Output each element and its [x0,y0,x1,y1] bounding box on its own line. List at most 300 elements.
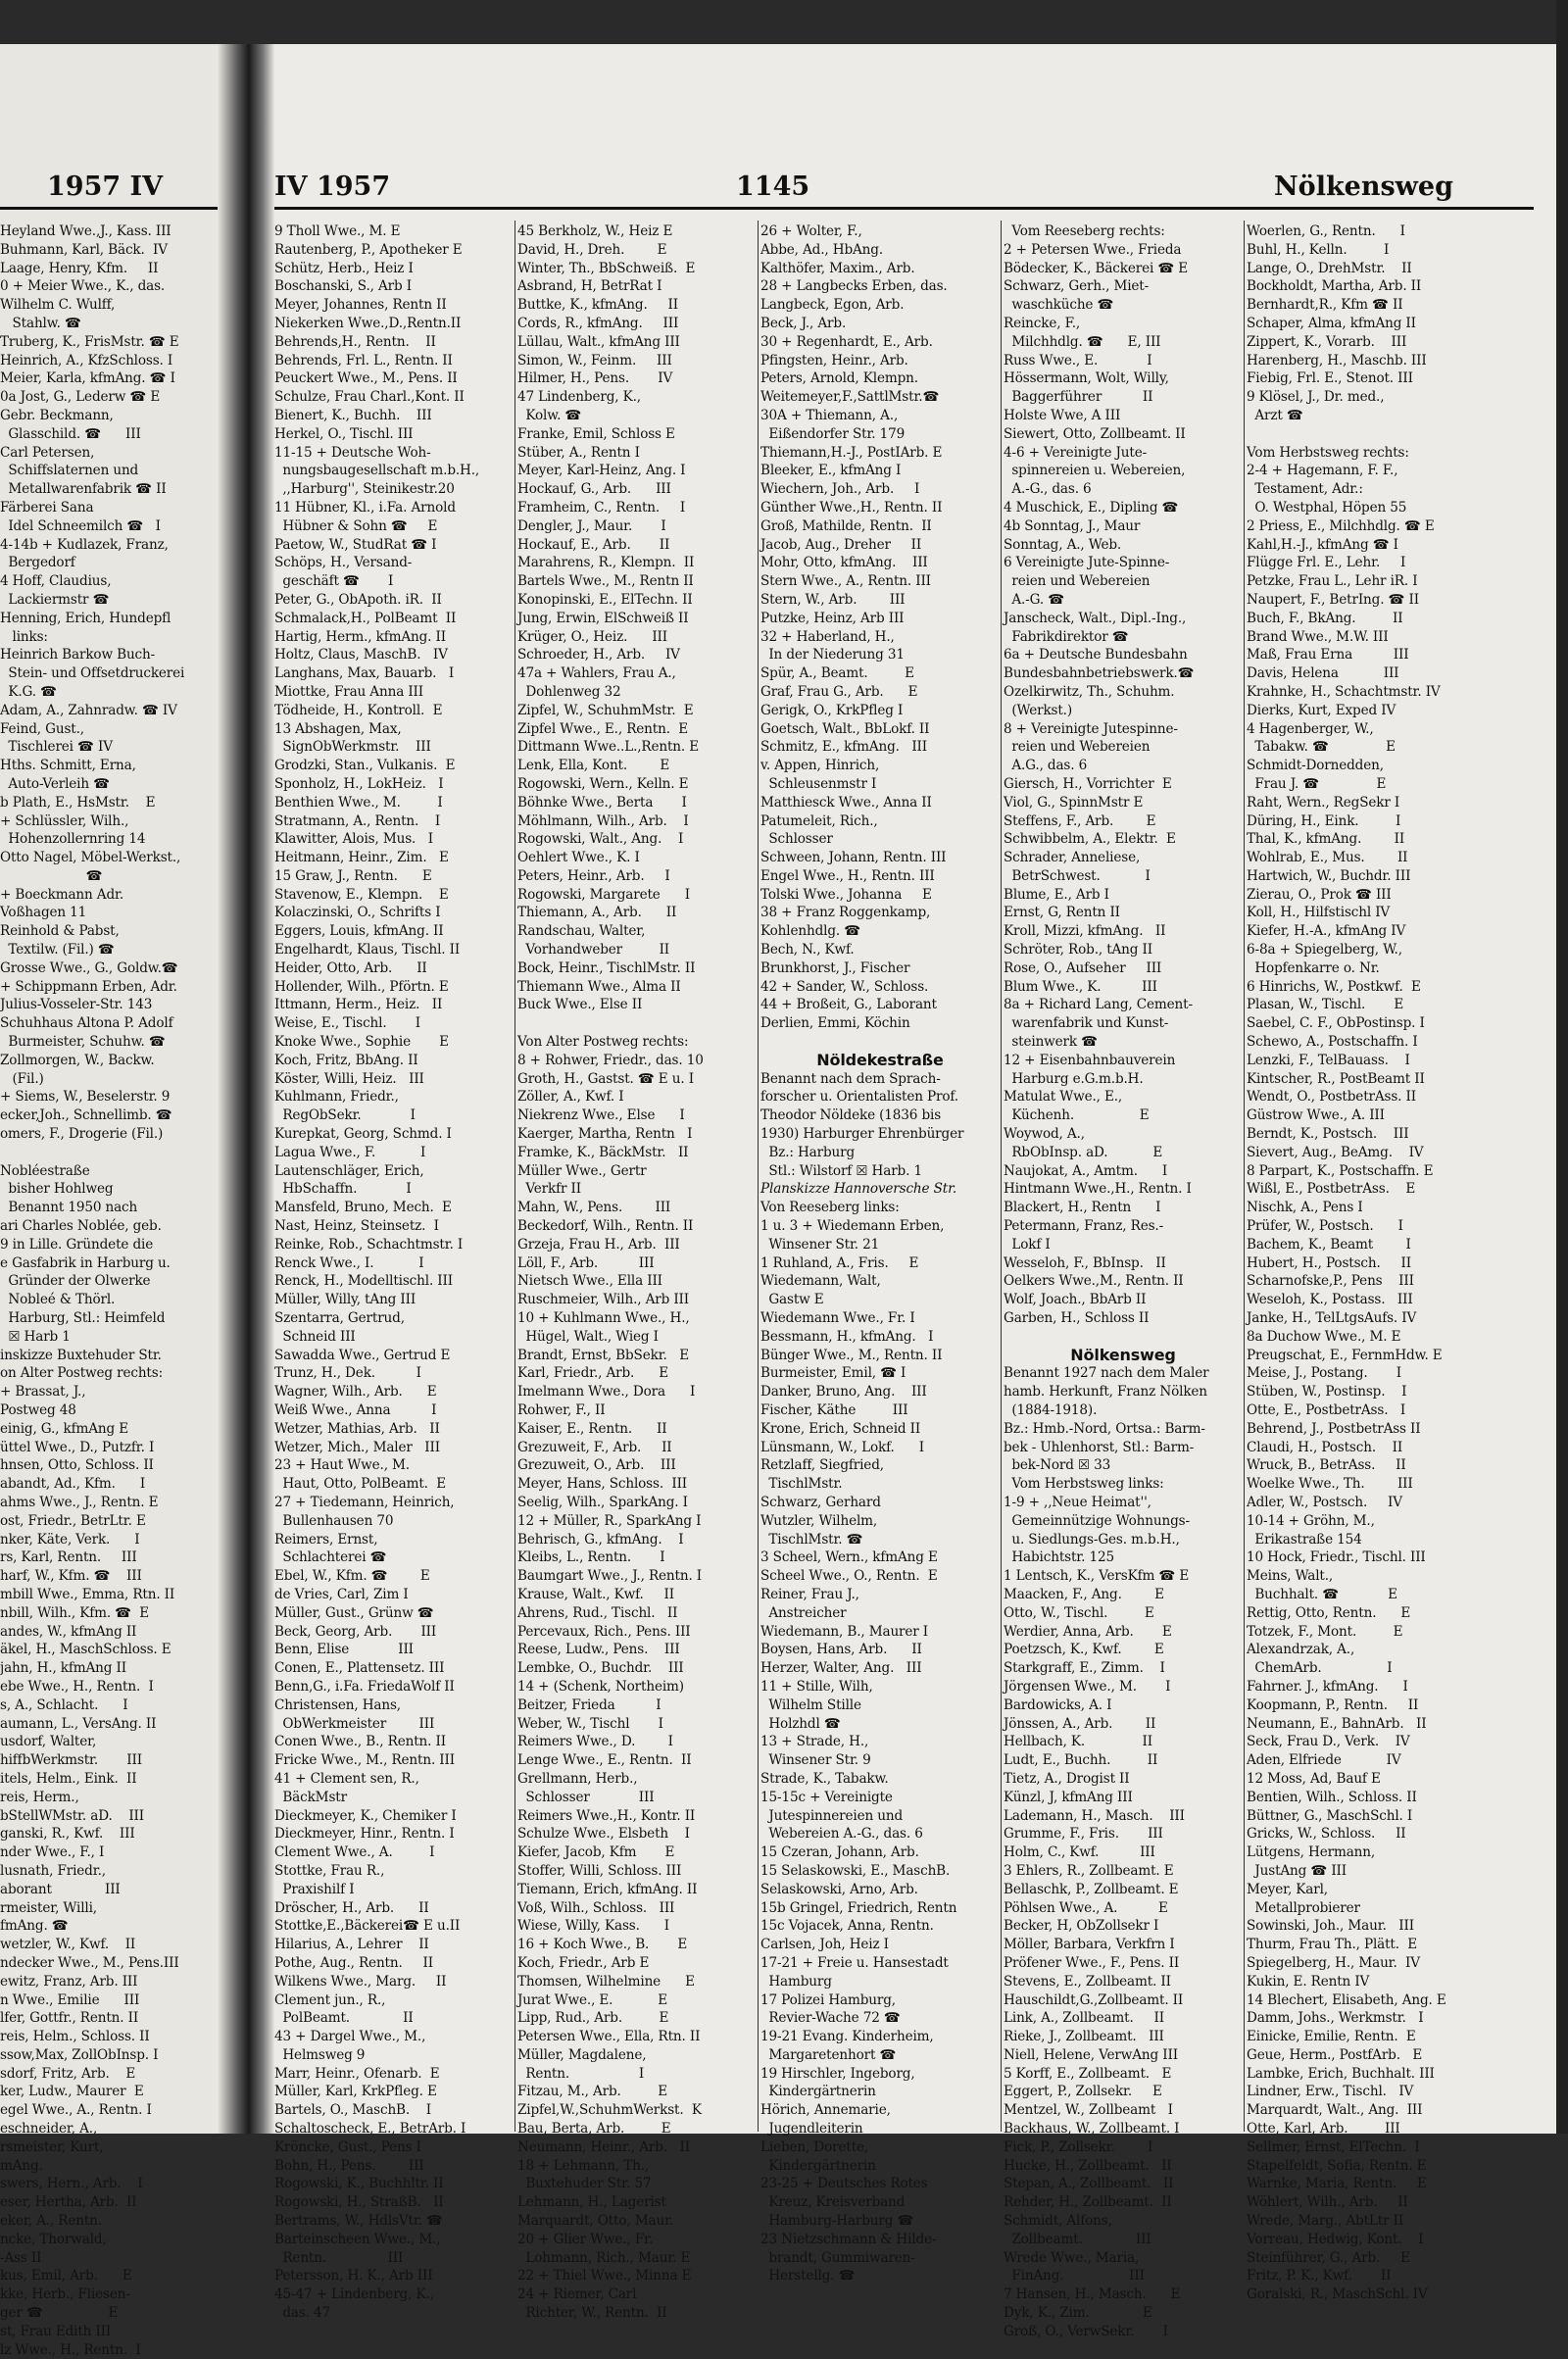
directory-line: 9 Tholl Wwe., M. E [274,223,401,239]
directory-line: usdorf, Walter, [0,1734,97,1750]
directory-line: Lohmann, Rich., Maur. E [517,2249,691,2266]
directory-line: Koch, Friedr., Arb E [517,1954,650,1971]
directory-line: links: [0,628,48,645]
directory-line: Harburg, Stl.: Heimfeld [0,1310,166,1327]
directory-line: Idel Schneemilch ☎ I [0,517,161,534]
directory-line: Rentn. III [274,2249,404,2266]
directory-line: 1 u. 3 + Wiedemann Erben, [760,1218,945,1235]
directory-line: Heyland Wwe.,J., Kass. III [0,223,172,239]
directory-line: aborant III [0,1881,121,1897]
directory-line: Dittmann Wwe..L.,Rentn. E [517,739,700,756]
directory-line: Weber, W., Tischl I [517,1715,663,1732]
directory-line: Lenzki, F., TelBauass. I [1247,1052,1410,1068]
directory-line: Zipfel, W., SchuhmMstr. E [517,702,694,718]
directory-line: Ludt, E., Buchh. II [1004,1752,1158,1769]
directory-line: Beckedorf, Wilh., Rentn. II [517,1218,694,1235]
directory-line: Benthien Wwe., M. I [274,794,443,811]
directory-line: Spür, A., Beamt. E [760,665,914,682]
directory-line: eser, Hertha, Arb. II [0,2194,137,2211]
directory-line: Kurepkat, Georg, Schmd. I [274,1126,452,1143]
directory-line: 12 + Eisenbahnbauverein [1004,1052,1176,1068]
directory-line: Meise, J., Postang. I [1247,1365,1401,1382]
directory-line: Sievert, Aug., BeAmg. IV [1247,1144,1424,1160]
directory-line: Müller, Karl, KrkPfleg. E [274,2084,437,2100]
scan-edge [1556,0,1568,2134]
directory-line: Textilw. (Fil.) ☎ [0,942,115,958]
directory-line: Rogowski, Wern., Kelln. E [517,775,689,792]
directory-line: Gerigk, O., KrkPfleg I [760,702,904,718]
directory-line: Simon, W., Feinm. III [517,352,672,369]
directory-line: Poetzsch, K., Kwf. E [1004,1642,1164,1658]
directory-line: Möhlmann, Wilh., Arb. I [517,812,689,829]
directory-line: Schaltoscheck, E., BetrArb. I [274,2121,466,2138]
directory-line: TischlMstr. [760,1476,843,1493]
directory-line: Mansfeld, Bruno, Mech. E [274,1200,452,1216]
directory-line: Holtz, Claus, MaschB. IV [274,647,448,663]
directory-line: Stoffer, Willi, Schloss. III [517,1862,682,1879]
directory-line: Steinführer, G., Arb. E [1247,2249,1410,2266]
directory-line: -Ass II [0,2249,42,2266]
directory-line: Düring, H., Eink. I [1247,812,1401,829]
directory-line: 1-9 + ,,Neue Heimat'', [1004,1494,1152,1510]
directory-line: 26 + Wolter, F., [760,223,862,239]
directory-line: Spiegelberg, H., Maur. IV [1247,1954,1420,1971]
directory-column-4 [1004,222,1243,2339]
directory-line: de Vries, Carl, Zim I [274,1586,409,1602]
left-column [0,222,216,2358]
directory-line: 15-15c + Vereinigte [760,1789,893,1805]
directory-line: Bödecker, K., Bäckerei ☎ E [1004,260,1189,276]
directory-line: Marr, Heinr., Ofenarb. E [274,2065,440,2082]
directory-line: Wiedemann, Walt, [760,1273,881,1290]
directory-line: Lagua Wwe., F. I [274,1144,426,1160]
directory-line: Metallwarenfabrik ☎ II [0,481,167,498]
directory-line: Schulze Wwe., Elsbeth I [517,1826,690,1843]
directory-line: Meier, Karla, kfmAng. ☎ I [0,370,175,387]
directory-line: Hilmer, H., Pens. IV [517,370,673,387]
directory-line: Planskizze Hannoversche Str. [760,1181,957,1198]
directory-line: Schroeder, H., Arb. IV [517,647,680,663]
directory-line: Marquardt, Otto, Maur. [517,2213,674,2230]
directory-line: ecker,Joh., Schnellimb. ☎ [0,1107,172,1124]
directory-line: Theodor Nöldeke (1836 bis [760,1107,942,1124]
directory-line: Buhmann, Karl, Bäck. IV [0,241,168,258]
directory-line: TischlMstr. ☎ [760,1531,863,1548]
directory-line: Anstreicher [760,1604,847,1621]
directory-line: ObWerkmeister III [274,1715,435,1732]
directory-line: Krone, Erich, Schneid II [760,1420,921,1437]
street-heading: Nöldekestraße [816,1050,944,1069]
directory-line: Wiese, Willy, Kass. I [517,1918,670,1935]
directory-line: Rohwer, F., II [517,1402,606,1418]
directory-line: einig, G., kfmAng E [0,1420,129,1437]
directory-line: Fick, P., Zollsekr. I [1004,2138,1153,2155]
directory-line: Bz.: Harburg [760,1144,856,1160]
directory-line: Zierau, O., Prok ☎ III [1247,886,1392,903]
directory-line: Herstellg. ☎ [760,2268,856,2285]
directory-line: Geue, Herm., PostfArb. E [1247,2046,1423,2063]
directory-line: Tietz, A., Drogist II [1004,1770,1130,1787]
directory-line: Feind, Gust., [0,720,84,737]
directory-line: Schröter, Rob., tAng II [1004,942,1152,958]
directory-line: Verkfr II [517,1181,581,1198]
directory-line: BetrSchwest. I [1004,867,1151,884]
directory-line [0,1144,216,1162]
directory-line: Kintscher, R., PostBeamt II [1247,1070,1425,1087]
directory-line: Janscheck, Walt., Dipl.-Ing., [1004,610,1187,626]
directory-line: Naujokat, A., Amtm. I [1004,1162,1168,1179]
directory-line: ssow,Max, ZollObInsp. I [0,2046,159,2063]
directory-line: Dröscher, H., Arb. II [274,1899,429,1916]
directory-line: Schlachterei ☎ [274,1549,387,1566]
directory-line: Kukin, E. Rentn IV [1247,1973,1370,1990]
directory-line: 22 + Thiel Wwe., Minna E [517,2268,692,2285]
directory-line: Bienert, K., Buchh. III [274,407,432,423]
directory-line: Hörich, Annemarie, [760,2102,891,2119]
directory-line: Viol, G., SpinnMstr E [1004,794,1144,811]
directory-line: Petersen Wwe., Ella, Rtn. II [517,2029,701,2045]
directory-line: Zollbeamt. III [1004,2231,1152,2247]
directory-line: üttel Wwe., D., Putzfr. I [0,1439,155,1455]
directory-line: Schlosser [760,831,833,848]
directory-line: Kahl,H.-J., kfmAng ☎ I [1247,536,1398,553]
directory-line: reis, Helm., Schloss. II [0,2029,150,2045]
directory-line: Peters, Arnold, Klempn. [760,370,918,387]
directory-line: Niekrenz Wwe., Else I [517,1107,685,1124]
directory-line: Schmalack,H., PolBeamt II [274,610,457,626]
directory-line: Günther Wwe.,H., Rentn. II [760,499,943,516]
directory-line: 10-14 + Gröhn, M., [1247,1512,1375,1529]
directory-line: Löll, F., Arb. III [517,1254,655,1271]
directory-line: Conen Wwe., B., Rentn. II [274,1734,446,1750]
directory-line: Bock, Heinr., TischlMstr. II [517,959,696,976]
directory-line: Reimers Wwe.,H., Kontr. II [517,1807,696,1824]
directory-line: Matthiesck Wwe., Anna II [760,794,932,811]
directory-line: Percevaux, Rich., Pens. III [517,1623,691,1640]
directory-line: Rose, O., Aufseher III [1004,959,1162,976]
directory-line: reis, Herm., [0,1789,79,1805]
directory-line: Christensen, Hans, [274,1696,401,1713]
directory-line: 8 + Vereinigte Jutespinne- [1004,720,1178,737]
directory-line: Adam, A., Zahnradw. ☎ IV [0,702,177,718]
directory-line: Milchhdlg. ☎ E, III [1004,333,1161,350]
directory-line: Kleibs, L., Rentn. I [517,1549,665,1566]
directory-line: Stottke,E.,Bäckerei☎ E u.II [274,1918,461,1935]
left-page-header: 1957 IV [47,172,164,202]
directory-line: Arzt ☎ [1247,407,1303,423]
directory-line: Tiemann, Erich, kfmAng. II [517,1881,698,1897]
directory-line: Trunz, H., Dek. I [274,1365,421,1382]
directory-line: Plasan, W., Tischl. E [1247,997,1404,1013]
directory-line: Bullenhausen 70 [274,1512,394,1529]
directory-line: b Plath, E., HsMstr. E [0,794,156,811]
directory-line: Hössermann, Wolt, Willy, [1004,370,1169,387]
directory-line: itels, Helm., Eink. II [0,1770,137,1787]
directory-line: Laage, Henry, Kfm. II [0,260,159,276]
directory-line: 2 Priess, E., Milchhdlg. ☎ E [1247,517,1435,534]
directory-line: Wetzer, Mich., Maler III [274,1439,440,1455]
directory-line: ebe Wwe., H., Rentn. I [0,1678,154,1695]
directory-column-2 [517,222,757,2322]
directory-line: K.G. ☎ [0,683,57,700]
directory-line: 6 Hinrichs, W., Postkwf. E [1247,978,1421,995]
directory-line: Conen, E., Plattensetz. III [274,1660,445,1677]
directory-line: Wrede Wwe., Maria, [1004,2249,1140,2266]
directory-line: Bentien, Wilh., Schloss. II [1247,1789,1417,1805]
directory-line: Tolski Wwe., Johanna E [760,886,932,903]
directory-line: eker, A., Rentn. [0,2213,102,2230]
directory-line: Güstrow Wwe., A. III [1247,1107,1385,1124]
directory-line: 4 Hoff, Claudius, [0,573,112,590]
directory-line: Schween, Johann, Rentn. III [760,850,947,866]
directory-line: omers, F., Drogerie (Fil.) [0,1126,164,1143]
directory-line: Henning, Erich, Hundepfl [0,610,172,626]
directory-column-1 [274,222,514,2322]
directory-line: Dieckmeyer, K., Chemiker I [274,1807,457,1824]
directory-line: Karl, Friedr., Arb. E [517,1365,669,1382]
directory-line: In der Niederung 31 [760,647,905,663]
directory-line: Stl.: Wilstorf ☒ Harb. 1 [760,1162,922,1179]
directory-line: 1930) Harburger Ehrenbürger [760,1126,964,1143]
column-divider [514,221,515,2132]
directory-line: s, A., Schlacht. I [0,1696,128,1713]
directory-line: Fahrner. J., kfmAng. I [1247,1678,1408,1695]
directory-line: Künzl, J, kfmAng III [1004,1789,1133,1805]
directory-line: Maacken, F., Ang. E [1004,1586,1164,1602]
directory-line: bek-Nord ☒ 33 [1004,1457,1111,1474]
directory-line: 6a + Deutsche Bundesbahn [1004,647,1188,663]
directory-line: Totzek, F., Mont. E [1247,1623,1403,1640]
directory-line: Bergedorf [0,555,75,571]
directory-line: inskizze Buxtehuder Str. [0,1347,162,1363]
directory-line: 11-15 + Deutsche Woh- [274,444,431,461]
directory-line: brandt, Gummiwaren- [760,2249,915,2266]
directory-line: Rettig, Otto, Rentn. E [1247,1604,1411,1621]
directory-line: Framke, K., BäckMstr. II [517,1144,689,1160]
directory-line: 24 + Riemer, Carl [517,2286,637,2303]
directory-line: Bachem, K., Beamt I [1247,1236,1411,1253]
directory-line: Wilkens Wwe., Marg. II [274,1973,447,1990]
directory-line: kke, Herb., Fliesen- [0,2286,130,2303]
directory-line: rmeister, Willi, [0,1899,97,1916]
directory-line: Hügel, Walt., Wieg I [517,1328,659,1345]
directory-line: Heitmann, Heinr., Zim. E [274,850,449,866]
directory-line: bisher Hohlweg [0,1181,114,1198]
directory-line: Alexandrzak, A., [1247,1642,1355,1658]
directory-line: Marahrens, R., Klempn. II [517,555,695,571]
directory-line: 1 Ruhland, A., Fris. E [760,1254,919,1271]
directory-line: Hockauf, E., Arb. II [517,536,670,553]
directory-line: 23 + Haut Wwe., M. [274,1457,410,1474]
directory-line: 15b Gringel, Friedrich, Rentn [760,1899,957,1916]
directory-line: Groth, H., Gastst. ☎ E u. I [517,1070,694,1087]
directory-line: Kalthöfer, Maxim., Arb. [760,260,915,276]
directory-line: Hollender, Wilh., Pförtn. E [274,978,449,995]
directory-line: Zippert, K., Vorarb. III [1247,333,1407,350]
directory-line: Behrends,H., Rentn. II [274,333,436,350]
directory-line: e Gasfabrik in Harburg u. [0,1254,171,1271]
directory-line: Pothe, Aug., Rentn. II [274,1954,433,1971]
directory-line: Patumeleit, Rich., [760,812,878,829]
directory-line: das. 47 [274,2305,331,2322]
directory-line: Vom Herbstsweg rechts: [1247,444,1409,461]
directory-line: Beck, J., Arb. [760,315,847,331]
directory-line: Holste Wwe, A III [1004,407,1121,423]
directory-line: ganski, R., Kwf. III [0,1826,135,1843]
directory-line: Engel Wwe., H., Rentn. III [760,867,935,884]
directory-line: A.-G. ☎ [1004,591,1064,608]
directory-line: Bohn, H., Pens. III [274,2157,424,2174]
directory-line: Praxishilf I [274,1881,355,1897]
directory-line: Stüber, A., Rentn I [517,444,640,461]
directory-line: Erikastraße 154 [1247,1531,1362,1548]
page-number: 1145 [736,172,810,202]
directory-line: Wißl, E., PostbetrAss. E [1247,1181,1416,1198]
directory-line: Kiefer, Jacob, Kfm E [517,1844,675,1861]
directory-line: Raht, Wern., RegSekr I [1247,794,1400,811]
directory-line: HbSchaffn. I [274,1181,412,1198]
directory-line: Nobléestraße [0,1162,90,1179]
directory-line: Selaskowski, Arno, Arb. [760,1881,918,1897]
directory-line: Hintmann Wwe.,H., Rentn. I [1004,1181,1192,1198]
directory-line: Klawitter, Alois, Mus. I [274,831,433,848]
directory-line: Jung, Erwin, ElSchweiß II [517,610,689,626]
directory-line: Otto Nagel, Möbel-Werkst., [0,850,181,866]
directory-line: Krüger, O., Heiz. III [517,628,667,645]
directory-line: Sonntag, A., Web. [1004,536,1122,553]
directory-line: Lackiermstr ☎ [0,591,110,608]
directory-line: Stern, W., Arb. III [760,591,906,608]
directory-line: Garben, H., Schloss II [1004,1310,1150,1327]
directory-line: Janke, H., TelLtgsAufs. IV [1247,1310,1417,1327]
directory-line: Benannt 1950 nach [0,1200,138,1216]
directory-line: Rogowski, Walt., Ang. I [517,831,684,848]
directory-line: Koopmann, P., Rentn. II [1247,1696,1419,1713]
directory-line: Heinrich, A., KfzSchloss. I [0,352,173,369]
directory-line: Blackert, H., Rentn I [1004,1200,1161,1216]
directory-line: Kolaczinski, O., Schrifts I [274,905,441,921]
directory-line: Thal, K., kfmAng. II [1247,831,1405,848]
directory-line: Schrader, Anneliese, [1004,850,1141,866]
directory-line: Ebel, W., Kfm. ☎ E [274,1568,430,1585]
directory-line: Abbe, Ad., HbAng. [760,241,883,258]
directory-line: Behrend, J., PostbetrAss II [1247,1420,1421,1437]
directory-line: 18 + Lehmann, Th., [517,2157,650,2174]
directory-line: Kaiser, E., Rentn. II [517,1420,667,1437]
directory-line: Kröncke, Gust., Pens I [274,2138,421,2155]
directory-line: Warnke, Maria, Rentn. E [1247,2176,1427,2192]
directory-line: Sellmer, Ernst, ElTechn. I [1247,2138,1420,2155]
directory-line: Grodzki, Stan., Vulkanis. E [274,758,456,774]
directory-line: Marquardt, Walt., Ang. III [1247,2102,1423,2119]
directory-line: Schaper, Alma, kfmAng II [1247,315,1416,331]
directory-line: Rogowski, Margarete I [517,886,690,903]
left-header-rule [0,207,218,210]
directory-line: Engelhardt, Klaus, Tischl. II [274,942,461,958]
directory-line: ahms Wwe., J., Rentn. E [0,1494,159,1510]
directory-line: Goralski, R., MaschSchl. IV [1247,2286,1428,2303]
directory-line: ncke, Thorwald, [0,2231,107,2247]
directory-line: Jutespinnereien und [760,1807,904,1824]
directory-line: mbill Wwe., Emma, Rtn. II [0,1586,175,1602]
directory-line: 47a + Wahlers, Frau A., [517,665,676,682]
directory-line: 15 Czeran, Johann, Arb. [760,1844,919,1861]
directory-line: Meins, Walt., [1247,1568,1334,1585]
directory-line: Stepan, A., Zollbeamt. II [1004,2176,1174,2192]
directory-line: 8a Duchow Wwe., M. E [1247,1328,1401,1345]
directory-line: Ernst, G, Rentn II [1004,905,1120,921]
directory-line: 5 Korff, E., Zollbeamt. E [1004,2065,1172,2082]
directory-line: v. Appen, Hinrich, [760,758,880,774]
directory-line: Müller, Gust., Grünw ☎ [274,1604,434,1621]
directory-line: Brandt, Ernst, BbSekr. E [517,1347,690,1363]
directory-line: A.-G., das. 6 [1004,481,1092,498]
directory-line: Wiedemann Wwe., Fr. I [760,1310,915,1327]
directory-line: 16 + Koch Wwe., B. E [517,1937,688,1953]
directory-line: PolBeamt. II [274,2010,414,2027]
column-divider [1001,221,1002,2132]
directory-line: Haut, Otto, PolBeamt. E [274,1476,446,1493]
directory-line: Holm, C., Kwf. III [1004,1844,1155,1861]
directory-line: Blum Wwe., K. III [1004,978,1157,995]
directory-line: waschküche ☎ [1004,297,1114,314]
directory-line: 0 + Meier Wwe., K., das. [0,278,166,295]
directory-line: Saebel, C. F., ObPostinsp. I [1247,1015,1425,1032]
directory-line: 19 Hirschler, Ingeborg, [760,2065,915,2082]
directory-line: Hths. Schmitt, Erna, [0,758,136,774]
directory-line: Berndt, K., Postsch. III [1247,1126,1409,1143]
directory-line: Webereien A.-G., das. 6 [760,1826,923,1843]
directory-line: Grezuweit, O., Arb. III [517,1457,676,1474]
directory-line: 45 Berkholz, W., Heiz E [517,223,673,239]
directory-line: Siewert, Otto, Zollbeamt. II [1004,425,1186,442]
directory-line: 11 + Stille, Wilh, [760,1678,873,1695]
directory-line: 13 + Strade, H., [760,1734,869,1750]
directory-line: Oehlert Wwe., K. I [517,850,640,866]
directory-line: Retzlaff, Siegfried, [760,1457,884,1474]
column-divider [758,221,759,2132]
directory-line: 14 Blechert, Elisabeth, Ang. E [1247,1991,1446,2008]
directory-line: Koch, Fritz, BbAng. II [274,1052,418,1068]
directory-line: Benn,G., i.Fa. FriedaWolf II [274,1678,455,1695]
directory-line: Rieke, J., Zollbeamt. III [1004,2029,1164,2045]
directory-line: 8a + Richard Lang, Cement- [1004,997,1193,1013]
directory-line: 20 + Glier Wwe., Fr. [517,2231,654,2247]
directory-line: Stottke, Frau R., [274,1862,385,1879]
directory-line: Buchhalt. ☎ E [1247,1586,1397,1602]
directory-line: Wohlrab, E., Mus. II [1247,850,1408,866]
directory-line [760,1033,1000,1052]
directory-line: Otto, W., Tischl. E [1004,1604,1154,1621]
directory-line: 12 + Müller, R., SparkAng I [517,1512,702,1529]
directory-line: Lehmann, H., Lagerist [517,2194,666,2211]
directory-line: Reinke, Rob., Schachtmstr. I [274,1236,464,1253]
directory-line: Peters, Heinr., Arb. I [517,867,670,884]
directory-line: Reiner, Frau J., [760,1586,859,1602]
directory-line: Stavenow, E., Klempn. E [274,886,449,903]
directory-line: 1 Lentsch, K., VersKfm ☎ E [1004,1568,1190,1585]
directory-line: Burmeister, Schuhw. ☎ [0,1034,166,1051]
directory-line: Gricks, W., Schloss. II [1247,1826,1406,1843]
directory-line: Lambke, Erich, Buchhalt. III [1247,2065,1435,2082]
directory-line: Bundesbahnbetriebswerk.☎ [1004,665,1195,682]
directory-line: Wesseloh, F., BbInsp. II [1004,1254,1166,1271]
directory-line: Harenberg, H., Maschb. III [1247,352,1427,369]
directory-line: Grezuweit, F., Arb. II [517,1439,672,1455]
directory-line: Thiemann, A., Arb. II [517,905,677,921]
directory-line: 10 + Kuhlmann Wwe., H., [517,1310,690,1327]
directory-line: Sowinski, Joh., Maur. III [1247,1918,1414,1935]
